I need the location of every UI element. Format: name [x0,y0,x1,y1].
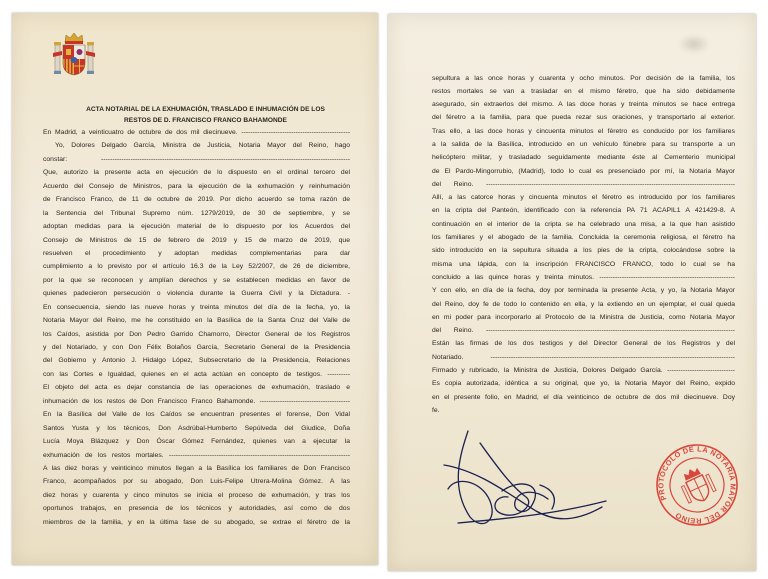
text-line: en mi poder para incorporarlo al Protocolo de la Ministra de Justicia, como Notaria Mayor [432,313,735,321]
signature [440,425,610,540]
text-line: concluido a las quince horas y treinta minutos. ------------------------------------------------------------ [432,273,735,281]
text-line: Notariado. ------------------------------------------------------------------------------------------------------------ [432,353,735,361]
text-line: a la salida de la Basílica, introducido en un vehículo fúnebre para su transporte a un [432,140,735,148]
text-line: El objeto del acta es dejar constancia de las operaciones de exhumación, traslado e [43,384,350,392]
faint-stamp-mark [678,34,710,54]
text-line: adoptan medidas para la ejecución material de lo dispuesto por los Acuerdos del [43,223,350,231]
text-line: En Madrid, a veinticuatro de octubre de dos mil diecinueve. ------------------------------------------------ [43,129,350,136]
notary-stamp [652,440,742,530]
left-page-body [43,126,350,529]
text-line: diez horas y cuarenta y cinco minutos se inicia el proceso de exhumación, y tras los [43,491,350,499]
text-line: Consejo de Ministros de 15 de febrero de 2019 y 15 de marzo de 2019, que [43,236,350,244]
text-line: y del Notariado, y con Don Félix Bolaños García, Secretario General de la Presidencia [43,344,350,351]
text-line: los Caídos, asistida por Don Pedro Garrido Chamorro, Director General de los Registros [43,330,350,338]
text-line: de El Pardo-Mingorrubio, (Madrid), todo lo cual es presenciado por mí, la Notaria Mayor [432,167,735,175]
text-line: Allí, a las catorce horas y cincuenta minutos el féretro es introducido por los familiares [432,194,735,202]
text-line: Lucía Moya Blázquez y Don Óscar Gómez Fernández, quienes van a ejecutar la [43,438,350,446]
text-line: En la Basílica del Valle de los Caídos se encuentran presentes el forense, Don Vidal [43,411,350,419]
text-line: resuelven el procedimiento y adoptan medidas complementarias para dar [43,249,350,257]
text-line: continuación en el interior de la cripta se ha celebrado una misa, a la que han asistido [432,220,735,228]
text-line: por la que se reconocen y amplían derechos y se establecen medidas en favor de [43,276,350,284]
text-line: asegurado, sin extraerlos del mismo. A las doce horas y treinta minutos se hace entrega [432,101,735,109]
text-line: la Sentencia del Tribunal Supremo núm. 1279/2019, de 30 de septiembre, y se [43,209,350,217]
text-line: del Reino. -------------------------------------------------------------------------------------------------------------- [432,327,735,335]
text-line: Están las firmas de los dos testigos y del Director General de los Registros y del [432,340,735,348]
text-line: exhumación de los restos mortales. -------------------------------------------------------------------------------- [43,451,350,459]
text-line: constar: -------------------------------------------------------------------------------------------------------------- [43,155,350,163]
text-line: Tras ello, a las doce horas y cincuenta minutos el féretro es conducido por los familiares [432,127,735,135]
text-line: oportunos trabajos, en presencia de los técnicos y autoridades, así como de dos [43,505,350,513]
text-line: helicóptero militar, y trasladado seguidamente mediante éste al Cementerio municipal [432,154,735,162]
text-line: fe. [432,406,440,414]
text-line: sido introducido en la sepultura situada a los pies de la cripta, colocándose sobre la [432,247,735,255]
text-line: Firmado y rubricado, la Ministra de Justicia, Dolores Delgado García. ------------------------------ [432,367,735,375]
title-line: ACTA NOTARIAL DE LA EXHUMACIÓN, TRASLADO E INHUMACIÓN DE LOS [86,106,325,113]
right-page-body [432,72,735,418]
left-page [12,13,378,565]
text-line: Notaria Mayor del Reino, me he constituido en la Basílica de la Santa Cruz del Valle de [43,317,350,325]
text-line: en la cripta del Panteón, identificado con la referencia PA 71 ACAPIL1 A 421429-8. A [432,207,735,215]
text-line: restos mortales se van a trasladar en el mismo féretro, que ha sido debidamente [432,87,735,95]
text-line: misma una lápida, con la inscripción FRANCISCO FRANCO, todo lo cual se ha [432,260,735,268]
text-line: en el presente folio, en Madrid, el día veinticinco de octubre de dos mil diecinueve. Doy [432,393,735,401]
text-line: sepultura a las once horas y cuarenta y ocho minutos. Por decisión de la familia, los [432,74,735,82]
text-line: de Francisco Franco, de 11 de octubre de 2019. Por dicho acuerdo se toma razón de [43,196,350,204]
title-line: RESTOS DE D. FRANCISCO FRANCO BAHAMONDE [124,117,287,124]
coat-of-arms-icon [53,31,95,77]
text-line: quienes padecieron persecución o violencia durante la Guerra Civil y la Dictadura. - [43,290,350,298]
stamp-text: PROTOCOLO DE LA NOTARIA MAYOR DEL REINO [656,444,738,526]
text-line: del Reino. -------------------------------------------------------------------------------------------------------------- [432,180,735,188]
text-line: Yo, Dolores Delgado García, Ministra de Justicia, Notaria Mayor del Reino, hago [55,142,350,150]
text-line: con las Cortes e Igualdad, quienes en el acta actúan en concepto de testigos. ---------- [43,370,350,378]
text-line: En consecuencia, siendo las nueve horas y treinta minutos del día de la fecha, yo, la [43,303,350,311]
text-line: Y con ello, en día de la fecha, doy por terminada la presente Acta, y yo, la Notaria Mayor [432,287,735,295]
text-line: A las diez horas y veinticinco minutos llegan a la Basílica los familiares de Don Francisco [43,464,350,472]
text-line: del Gobierno y Antonio J. Hidalgo López, Subsecretario de la Presidencia, Relaciones [43,357,350,365]
text-line: miembros de la familia, y en la última fase de su abogado, se extrae el féretro de la [43,518,350,526]
text-line: Es copia autorizada, idéntica a su original, que yo, la Notaria Mayor del Reino, expido [432,380,735,388]
text-line: cumplimiento a lo previsto por el artículo 16.3 de la Ley 52/2007, de 26 de diciembre, [43,263,350,271]
text-line: Acuerdo del Consejo de Ministros, para la ejecución de la exhumación y reinhumación [43,182,350,190]
document-title [52,104,359,126]
text-line: Franco, acompañados por su abogado, Don Luis-Felipe Utrera-Molina Gómez. A las [43,478,350,486]
text-line: del Reino, doy fe de todo lo contenido en ella, y la extiendo en un ejemplar, el cual queda [432,300,735,308]
text-line: inhumación de los restos de Don Francisco Franco Bahamonde. ---------------------------------------- [43,397,350,405]
text-line: Santos Yusta y los técnicos, Don Asdrúbal-Humberto Sepúlveda del Giudice, Doña [43,424,350,432]
text-line: del féretro a la familia, para que pueda rezar sus oraciones, y transportarlo al exterior. [432,114,735,122]
text-line: Que, autorizo la presente acta en ejecución de lo dispuesto en el ordinal tercero del [43,169,350,177]
text-line: los familiares y el abogado de la familia. Concluida la ceremonia religiosa, el féretro ha [432,234,735,242]
